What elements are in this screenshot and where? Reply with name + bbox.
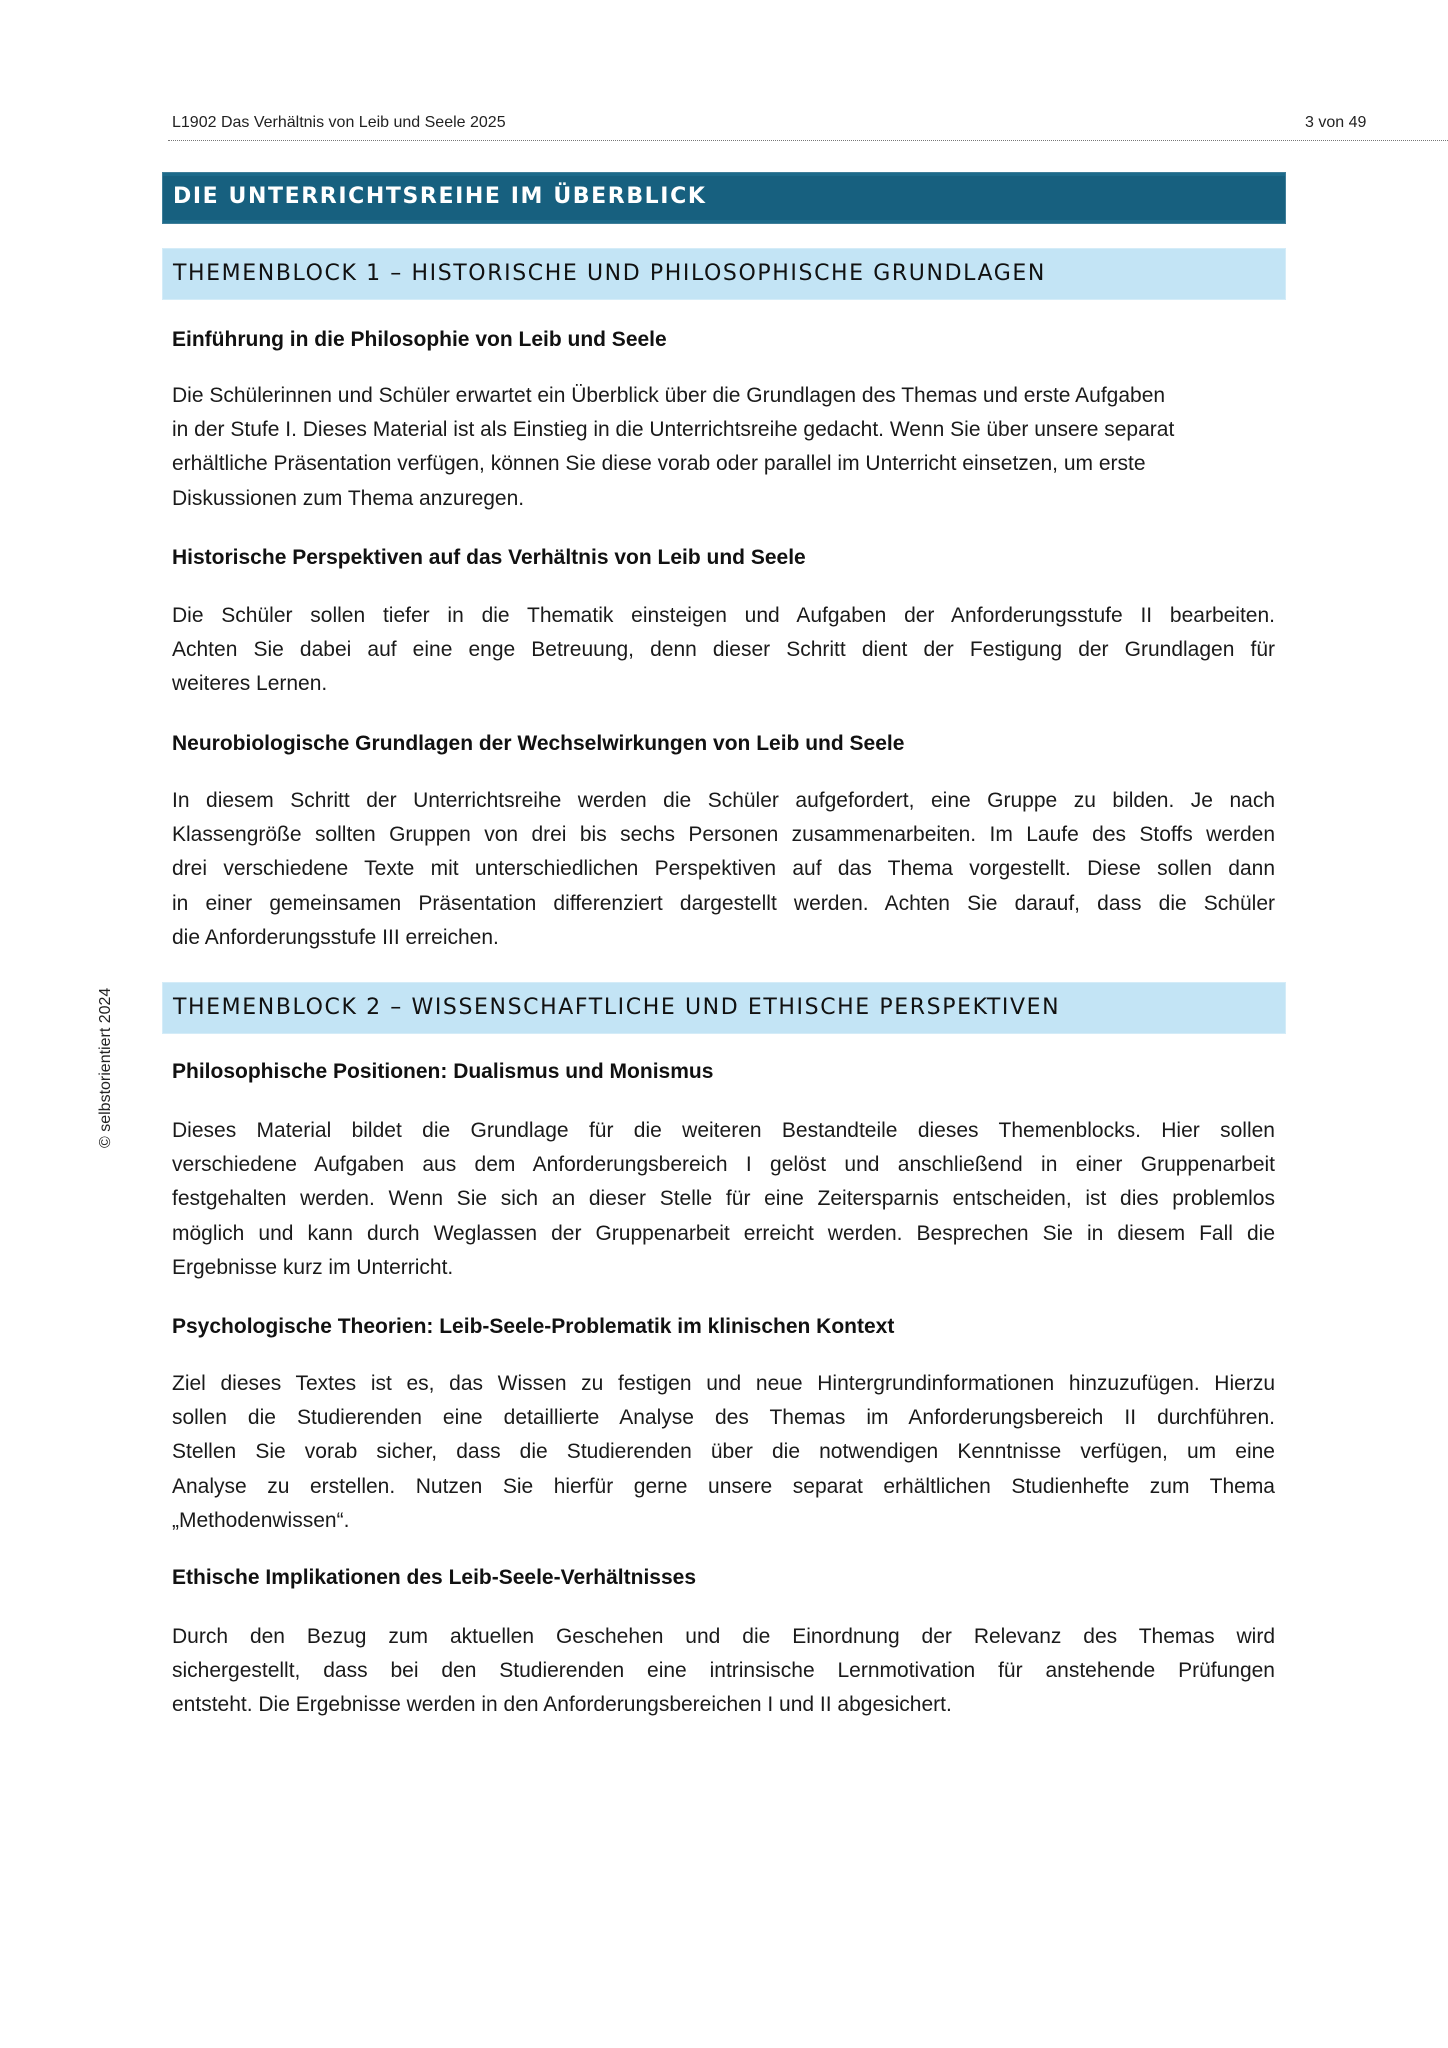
themenblock-1-title: THEMENBLOCK 1 – HISTORISCHE UND PHILOSOPHISCHE GRUNDLAGEN — [173, 261, 1046, 286]
paragraph-line: Diskussionen zum Thema anzuregen. — [172, 486, 525, 510]
paragraph-line: verschiedene Aufgaben aus dem Anforderungsbereich I gelöst und anschließend in einer Gruppenarbeit — [172, 1153, 1275, 1177]
section-heading: Neurobiologische Grundlagen der Wechselwirkungen von Leib und Seele — [172, 732, 905, 755]
section-paragraph — [172, 1114, 1275, 1285]
paragraph-line: Die Schülerinnen und Schüler erwartet ein Überblick über die Grundlagen des Themas und erste Aufgaben — [172, 384, 1166, 407]
section-paragraph — [172, 599, 1275, 702]
paragraph-line: Stellen Sie vorab sicher, dass die Studierenden über die notwendigen Kenntnisse verfügen, um eine — [172, 1440, 1275, 1464]
section-paragraph — [172, 379, 1275, 516]
paragraph-line: drei verschiedene Texte mit unterschiedlichen Perspektiven auf das Thema vorgestellt. Diese sollen dann — [172, 857, 1275, 881]
paragraph-line: „Methodenwissen“. — [172, 1508, 350, 1532]
paragraph-line: Durch den Bezug zum aktuellen Geschehen und die Einordnung der Relevanz des Themas wird — [172, 1625, 1275, 1648]
paragraph-line: die Anforderungsstufe III erreichen. — [172, 925, 499, 949]
themenblock-2-bar — [162, 982, 1286, 1034]
page-number: 3 von 49 — [1305, 114, 1367, 131]
paragraph-line: weiteres Lernen. — [172, 672, 328, 696]
paragraph-line: möglich und kann durch Weglassen der Gruppenarbeit erreicht werden. Besprechen Sie in diesem Fall die — [172, 1221, 1275, 1245]
paragraph-line: Klassengröße sollten Gruppen von drei bis sechs Personen zusammenarbeiten. Im Laufe des Stoffs werden — [172, 823, 1275, 847]
paragraph-line: festgehalten werden. Wenn Sie sich an dieser Stelle für eine Zeitersparnis entscheiden, ist dies problemlos — [172, 1187, 1275, 1211]
paragraph-line: Analyse zu erstellen. Nutzen Sie hierfür gerne unsere separat erhältlichen Studienhefte zum Thema — [172, 1474, 1275, 1498]
overview-title-bar — [162, 172, 1286, 224]
document-title: L1902 Das Verhältnis von Leib und Seele 2025 — [172, 114, 506, 131]
themenblock-2-title: THEMENBLOCK 2 – WISSENSCHAFTLICHE UND ETHISCHE PERSPEKTIVEN — [173, 995, 1061, 1020]
paragraph-line: in einer gemeinsamen Präsentation differenziert dargestellt werden. Achten Sie darauf, dass die Schüler — [172, 891, 1275, 915]
paragraph-line: erhältliche Präsentation verfügen, können Sie diese vorab oder parallel im Unterricht einsetzen, um erste — [172, 452, 1146, 476]
section-paragraph — [172, 1367, 1275, 1538]
section-heading: Philosophische Positionen: Dualismus und Monismus — [172, 1060, 714, 1083]
themenblock-1-bar — [162, 248, 1286, 300]
paragraph-line: entsteht. Die Ergebnisse werden in den Anforderungsbereichen I und II abgesichert. — [172, 1693, 952, 1717]
paragraph-line: sichergestellt, dass bei den Studierenden eine intrinsische Lernmotivation für anstehende Prüfungen — [172, 1659, 1275, 1683]
section-paragraph — [172, 784, 1275, 955]
section-paragraph — [172, 1620, 1275, 1723]
paragraph-line: sollen die Studierenden eine detaillierte Analyse des Themas im Anforderungsbereich II durchführen. — [172, 1406, 1275, 1430]
paragraph-line: Die Schüler sollen tiefer in die Thematik einsteigen und Aufgaben der Anforderungsstufe II bearbeiten. — [172, 604, 1275, 627]
copyright-notice: © selbstorientiert 2024 — [97, 987, 114, 1148]
paragraph-line: Dieses Material bildet die Grundlage für die weiteren Bestandteile dieses Themenblocks. Hier sollen — [172, 1119, 1275, 1142]
paragraph-line: In diesem Schritt der Unterrichtsreihe werden die Schüler aufgefordert, eine Gruppe zu bilden. Je nach — [172, 789, 1275, 812]
section-heading: Psychologische Theorien: Leib-Seele-Problematik im klinischen Kontext — [172, 1315, 895, 1338]
header-divider — [168, 140, 1448, 141]
section-heading: Einführung in die Philosophie von Leib und Seele — [172, 328, 667, 351]
section-heading: Ethische Implikationen des Leib-Seele-Verhältnisses — [172, 1566, 697, 1589]
section-heading: Historische Perspektiven auf das Verhältnis von Leib und Seele — [172, 546, 806, 569]
paragraph-line: in der Stufe I. Dieses Material ist als Einstieg in die Unterrichtsreihe gedacht. Wenn Sie über unsere separat — [172, 418, 1175, 442]
paragraph-line: Achten Sie dabei auf eine enge Betreuung, denn dieser Schritt dient der Festigung der Grundlagen für — [172, 638, 1275, 662]
paragraph-line: Ergebnisse kurz im Unterricht. — [172, 1255, 454, 1279]
overview-title: DIE UNTERRICHTSREIHE IM ÜBERBLICK — [173, 184, 707, 209]
page-header — [172, 114, 1372, 138]
paragraph-line: Ziel dieses Textes ist es, das Wissen zu festigen und neue Hintergrundinformationen hinzuzufügen. Hierzu — [172, 1372, 1275, 1395]
